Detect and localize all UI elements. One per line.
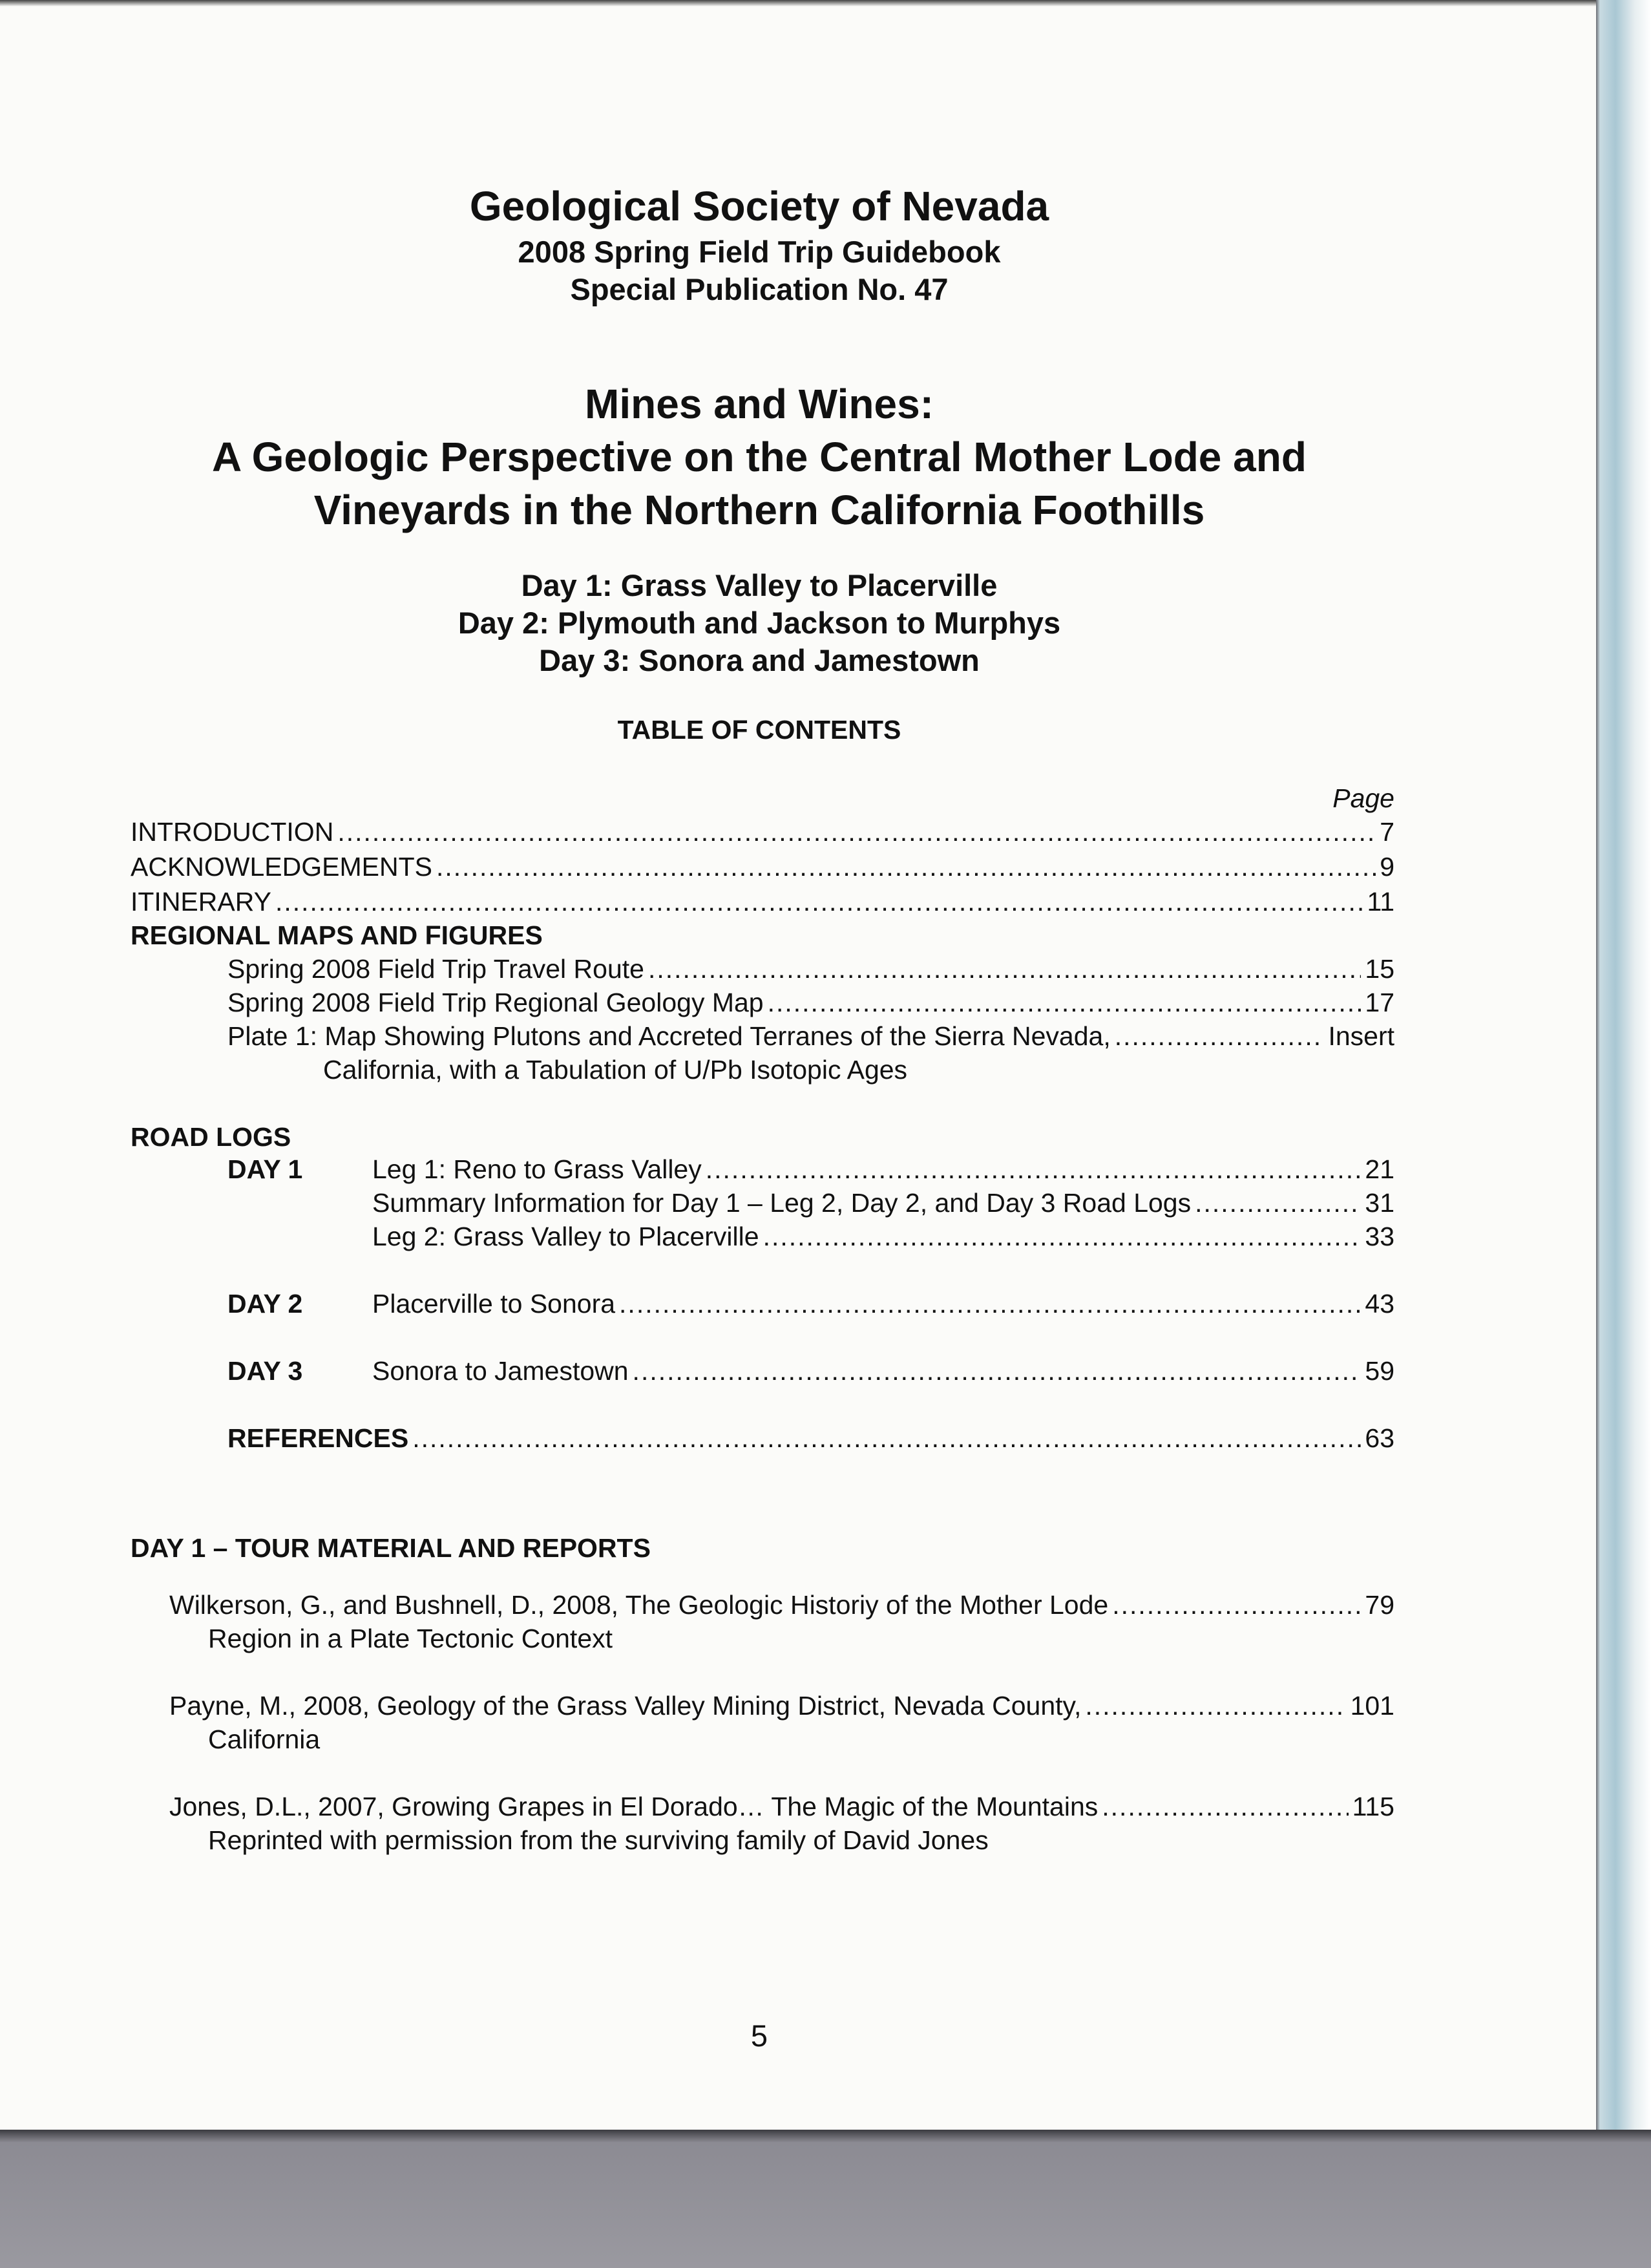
day-1-summary: Day 1: Grass Valley to Placerville	[521, 568, 998, 602]
leader-dots	[768, 988, 1362, 1018]
leader-dots	[1195, 1188, 1361, 1218]
toc-entry-leg-2	[372, 1222, 1394, 1252]
toc-entry-page: 17	[1365, 988, 1394, 1017]
road-log-day-3-label: DAY 3	[227, 1356, 303, 1386]
organization-name: Geological Society of Nevada	[469, 183, 1049, 229]
toc-section-road-logs: ROAD LOGS	[131, 1122, 291, 1152]
toc-entry-page: 63	[1365, 1423, 1394, 1453]
toc-entry-page: 43	[1365, 1289, 1394, 1319]
toc-entry-acknowledgements	[131, 852, 1394, 882]
toc-page-column-label: Page	[1332, 783, 1394, 813]
toc-section-day-1-tour: DAY 1 – TOUR MATERIAL AND REPORTS	[131, 1533, 651, 1563]
toc-entry-page: 59	[1365, 1356, 1394, 1386]
toc-entry-summary-information	[372, 1188, 1394, 1218]
toc-entry-placerville-to-sonora	[372, 1289, 1394, 1319]
toc-entry-label: ACKNOWLEDGEMENTS	[131, 852, 432, 882]
toc-entry-label: Spring 2008 Field Trip Travel Route	[227, 954, 644, 984]
road-log-day-2-label: DAY 2	[227, 1289, 303, 1319]
toc-entry-travel-route	[227, 954, 1394, 984]
toc-entry-page: 115	[1352, 1792, 1394, 1821]
toc-entry-payne	[169, 1691, 1394, 1721]
toc-entry-page: 15	[1365, 954, 1394, 984]
leader-dots	[1115, 1021, 1325, 1052]
scan-top-shadow	[0, 0, 1596, 6]
toc-entry-page: 11	[1367, 887, 1394, 917]
toc-entry-label: REFERENCES	[227, 1423, 409, 1453]
toc-entry-label: Spring 2008 Field Trip Regional Geology Map	[227, 988, 764, 1017]
publication-number: Special Publication No. 47	[570, 272, 949, 306]
toc-entry-page: 79	[1365, 1590, 1394, 1620]
toc-entry-label: Payne, M., 2008, Geology of the Grass Valley Mining District, Nevada County,	[169, 1691, 1082, 1721]
toc-entry-page: 101	[1350, 1691, 1394, 1721]
toc-entry-label: Wilkerson, G., and Bushnell, D., 2008, The Geologic Historiy of the Mother Lode	[169, 1590, 1109, 1620]
toc-entry-label: ITINERARY	[131, 887, 271, 917]
leader-dots	[633, 1356, 1362, 1386]
toc-entry-geology-map	[227, 988, 1394, 1018]
toc-heading: TABLE OF CONTENTS	[617, 715, 901, 745]
toc-entry-wilkerson	[169, 1590, 1394, 1620]
toc-entry-plate-1	[227, 1021, 1394, 1052]
toc-entry-plate-1-continuation: California, with a Tabulation of U/Pb Isotopic Ages	[323, 1055, 908, 1085]
toc-entry-label: INTRODUCTION	[131, 817, 334, 847]
toc-entry-label: Jones, D.L., 2007, Growing Grapes in El Dorado… The Magic of the Mountains	[169, 1792, 1099, 1821]
leader-dots	[1102, 1792, 1348, 1822]
toc-entry-payne-continuation: California	[208, 1724, 321, 1754]
page-stack-edge	[1596, 0, 1651, 2146]
toc-entry-label: Plate 1: Map Showing Plutons and Accreted Terranes of the Sierra Nevada,	[227, 1021, 1111, 1051]
guidebook-title: 2008 Spring Field Trip Guidebook	[518, 235, 1001, 269]
leader-dots	[706, 1154, 1362, 1185]
leader-dots	[1085, 1691, 1346, 1721]
leader-dots	[436, 852, 1376, 882]
main-title-line-2: A Geologic Perspective on the Central Mother Lode and	[212, 434, 1307, 480]
leader-dots	[412, 1423, 1361, 1454]
leader-dots	[763, 1222, 1362, 1252]
leader-dots	[337, 817, 1376, 847]
toc-entry-label: Leg 1: Reno to Grass Valley	[372, 1154, 702, 1184]
main-title-line-1: Mines and Wines:	[585, 381, 934, 427]
road-log-day-1-label: DAY 1	[227, 1154, 303, 1184]
scanner-bed-background	[0, 2130, 1651, 2268]
toc-entry-page: 7	[1380, 817, 1394, 847]
toc-entry-page: 21	[1365, 1154, 1394, 1184]
toc-entry-label: Summary Information for Day 1 – Leg 2, Day 2, and Day 3 Road Logs	[372, 1188, 1192, 1218]
toc-entry-references	[227, 1423, 1394, 1454]
main-title-line-3: Vineyards in the Northern California Foothills	[313, 487, 1205, 533]
leader-dots	[648, 954, 1361, 984]
toc-entry-page: Insert	[1328, 1021, 1394, 1051]
toc-entry-introduction	[131, 817, 1394, 847]
leader-dots	[275, 887, 1363, 917]
toc-entry-jones	[169, 1792, 1394, 1822]
toc-entry-leg-1	[372, 1154, 1394, 1185]
toc-section-regional-maps: REGIONAL MAPS AND FIGURES	[131, 920, 543, 950]
leader-dots	[619, 1289, 1361, 1319]
toc-entry-page: 33	[1365, 1222, 1394, 1251]
toc-entry-wilkerson-continuation: Region in a Plate Tectonic Context	[208, 1624, 613, 1653]
day-3-summary: Day 3: Sonora and Jamestown	[539, 643, 980, 677]
toc-entry-page: 9	[1380, 852, 1394, 882]
toc-entry-label: Sonora to Jamestown	[372, 1356, 629, 1386]
toc-entry-jones-continuation: Reprinted with permission from the surviving family of David Jones	[208, 1825, 989, 1855]
toc-entry-label: Placerville to Sonora	[372, 1289, 616, 1319]
day-2-summary: Day 2: Plymouth and Jackson to Murphys	[457, 606, 1061, 640]
toc-entry-itinerary	[131, 887, 1394, 917]
page-number: 5	[750, 2019, 768, 2053]
toc-entry-label: Leg 2: Grass Valley to Placerville	[372, 1222, 759, 1251]
leader-dots	[1112, 1590, 1361, 1620]
toc-entry-sonora-to-jamestown	[372, 1356, 1394, 1386]
toc-entry-page: 31	[1365, 1188, 1394, 1218]
